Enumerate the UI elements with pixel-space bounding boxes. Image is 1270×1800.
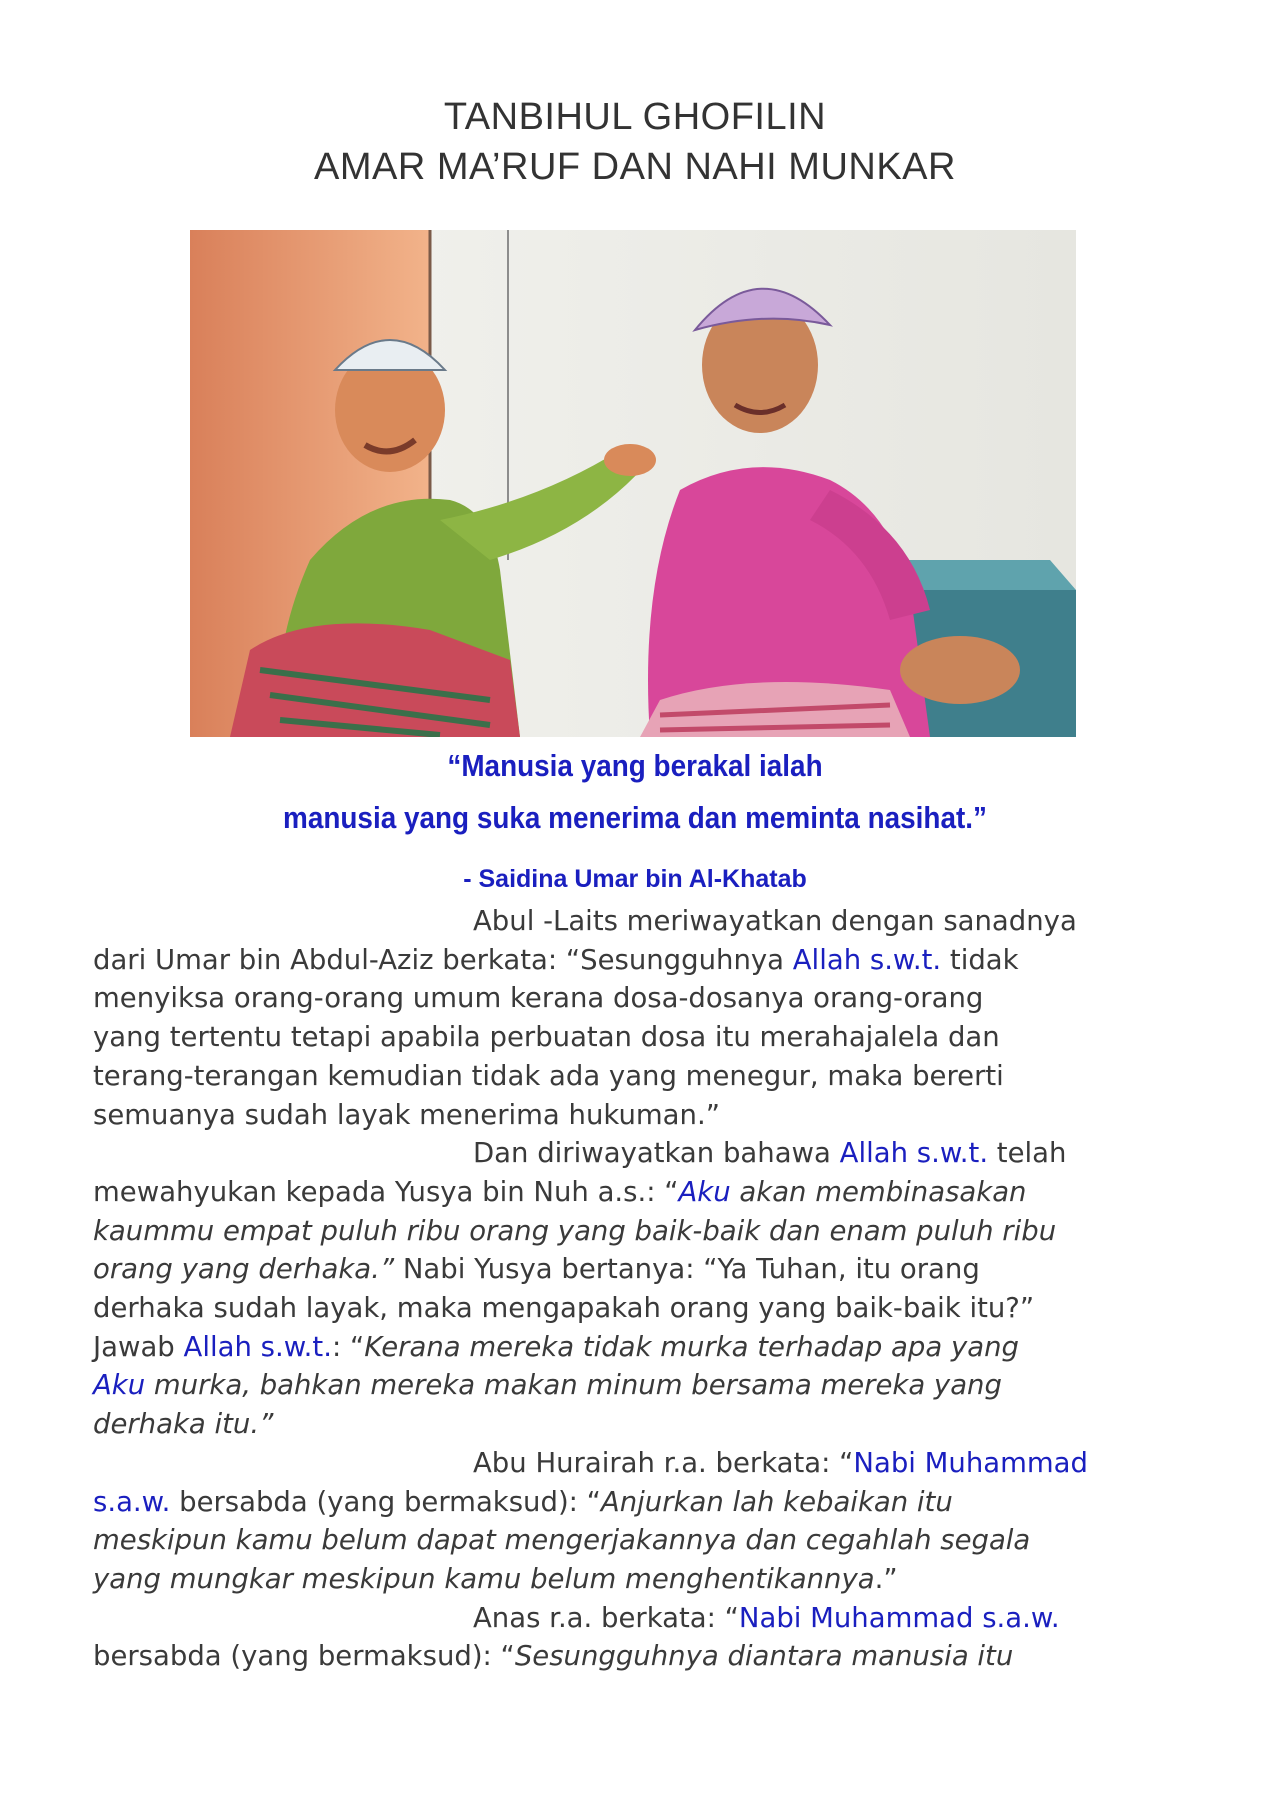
italic-run: yang mungkar meskipun kamu belum menghentikannya [93,1562,875,1595]
paragraph-line: yang tertentu tetapi apabila perbuatan dosa itu merahajalela dan [93,1021,1000,1054]
paragraph-line: semuanya sudah layak menerima hukuman.” [93,1098,720,1131]
text-run: bersabda (yang bermaksud): “ [170,1485,601,1518]
paragraph-line [93,1331,1019,1363]
allah-highlight: Allah s.w.t. [839,1137,989,1170]
text-run: : “ [331,1330,365,1363]
paragraph-line: meskipun kamu belum dapat mengerjakannya dan cegahlah segala [93,1524,1031,1557]
quote-attribution: - Saidina Umar bin Al-Khatab [463,865,807,893]
paragraph-line [93,1369,1002,1401]
text-run: .” [874,1562,898,1595]
article-body [93,902,1183,1676]
allah-highlight: Allah s.w.t. [792,943,942,976]
italic-run: murka, bahkan mereka makan minum bersama mereka yang [145,1369,1002,1402]
paragraph-4 [93,1599,1183,1676]
nabi-highlight: Nabi Muhammad s.a.w. [738,1601,1060,1634]
paragraph-2 [93,1134,1183,1444]
text-run: dari Umar bin Abdul-Aziz berkata: “Sesungguhnya [93,943,793,976]
paragraph-line: derhaka sudah layak, maka mengapakah orang yang baik-baik itu?” [93,1292,1035,1325]
quote-line2: manusia yang suka menerima dan meminta nasihat.” [283,800,987,835]
paragraph-3 [93,1444,1183,1599]
paragraph-line: derhaka itu.” [93,1408,274,1441]
aku-highlight: Aku [93,1369,146,1402]
text-run: Dan diriwayatkan bahawa [473,1137,840,1170]
paragraph-line: kaummu empat puluh ribu orang yang baik-baik dan enam puluh ribu [93,1214,1057,1247]
paragraph-line [93,1486,953,1518]
text-run: Abu Hurairah r.a. berkata: “ [473,1446,854,1479]
text-run: Anas r.a. berkata: “ [473,1601,739,1634]
paragraph-line: menyiksa orang-orang umum kerana dosa-dosanya orang-orang [93,982,984,1015]
italic-run: orang yang derhaka.” [93,1253,395,1286]
italic-run: akan membinasakan [730,1175,1027,1208]
paragraph-line [93,1563,898,1595]
document-title-line1: TANBIHUL GHOFILIN [443,96,827,138]
paragraph-1 [93,902,1183,1134]
nabi-highlight: Nabi Muhammad [853,1446,1088,1479]
text-run: bersabda (yang bermaksud): “ [93,1640,515,1673]
paragraph-line [93,1602,1060,1634]
text-run: Nabi Yusya bertanya: “Ya Tuhan, itu orang [394,1253,980,1286]
quote-line1: “Manusia yang berakal ialah [447,748,823,783]
italic-run: Anjurkan lah kebaikan itu [600,1485,953,1518]
text-run: mewahyukan kepada Yusya bin Nuh a.s.: “ [93,1175,679,1208]
paragraph-line [93,1137,1066,1169]
illustration-two-men-advice [190,230,1076,737]
text-run: tidak [941,943,1019,976]
paragraph-line [93,1640,1013,1672]
paragraph-line [93,944,1019,976]
allah-highlight: Allah s.w.t. [183,1330,332,1363]
aku-highlight: Aku [678,1175,731,1208]
paragraph-line: terang-terangan kemudian tidak ada yang menegur, maka bererti [93,1059,1004,1092]
nabi-highlight: s.a.w. [93,1485,171,1518]
document-title-line2: AMAR MA’RUF DAN NAHI MUNKAR [314,146,956,188]
text-run: telah [988,1137,1067,1170]
paragraph-line [93,1447,1088,1479]
italic-run: Kerana mereka tidak murka terhadap apa yang [364,1330,1019,1363]
paragraph-line: Abul -Laits meriwayatkan dengan sanadnya [473,905,1077,937]
italic-run: Sesungguhnya diantara manusia itu [514,1640,1014,1673]
paragraph-line [93,1176,1026,1208]
paragraph-line [93,1253,980,1285]
text-run: Jawab [93,1330,184,1363]
